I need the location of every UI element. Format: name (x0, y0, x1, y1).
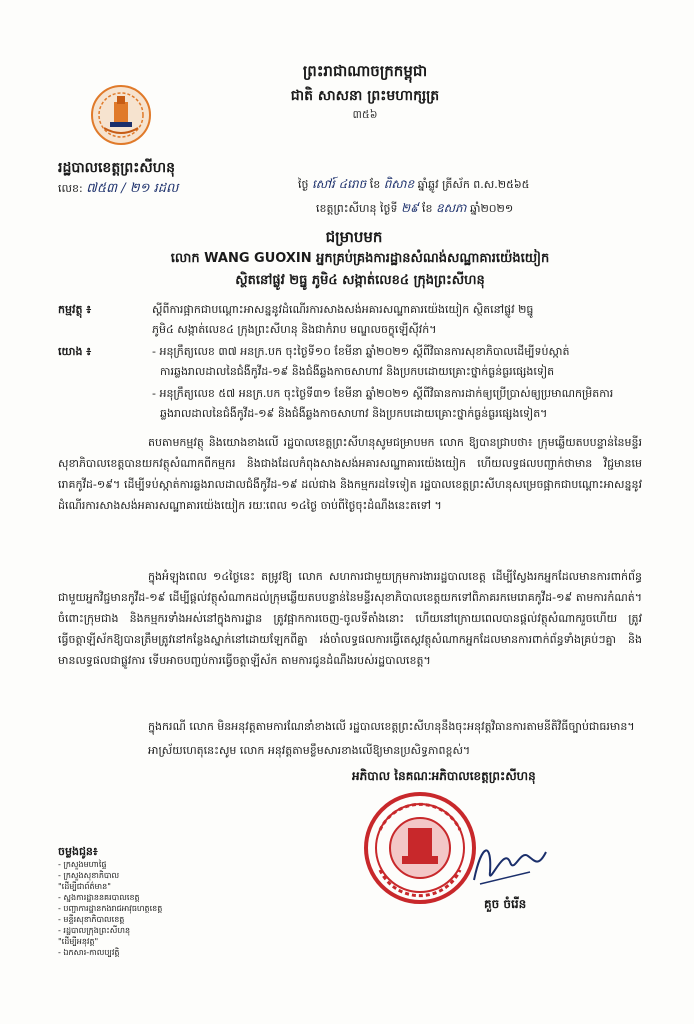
cc-item: - ក្រសួងសុខាភិបាល (58, 871, 120, 880)
body-paragraph-2: ក្នុងអំឡុងពេល ១៤ថ្ងៃនេះ តម្រូវឱ្យ លោក សហការជាមួយក្រុមការងាររដ្ឋបាលខេត្ត ដើម្បីស្វែងរកអ្នកដែលមានការពាក់ព័ន្ធជាមួយអ្នកវិជ្ជមានកូវីដ-១៩ ដើម្បីផ្តល់វត្ថុសំណាកដល់ក្រុមឆ្លើយតបបន្ទាន់នៃមន្ទីរសុខាភិបាលខេត្តយកទៅពិភាគរកមេរោគកូវីដ-១៩ តាមការកំណត់។ ចំពោះក្រុមជាង និងកម្មករទាំងអស់នៅក្នុងការដ្ឋាន ត្រូវផ្អាកការចេញ-ចូលទីតាំងនោះ ហើយនៅក្រោយពេលបានផ្តល់វត្ថុសំណាករួចហើយ ត្រូវធ្វើចត្តាឡីស័កឱ្យបានត្រឹមត្រូវនៅកន្លែងស្នាក់នៅដោយឡែកពីគ្នា រង់ចាំលទ្ធផលការធ្វើតេស្តវត្ថុសំណាកអ្នកដែលមានការពាក់ព័ន្ធទាំងគ្រប់ៗគ្នា និងមានលទ្ធផលជាផ្លូវការ ទើបអាចបញ្ចប់ការធ្វើចត្តាឡីស័ក តាមការជូនដំណឹងរបស់រដ្ឋបាលខេត្ត។ (58, 570, 642, 667)
reference-label: លេខ: (58, 182, 83, 195)
solar-month-value: ឧសភា (436, 201, 467, 215)
subject-text-line-1: ស្តីពីការផ្អាកជាបណ្តោះអាសន្ននូវដំណើរការសាងសង់អគារសណ្ឋាគារយ៉េងយៀក ស្ថិតនៅផ្លូវ ២ធ្នូ (152, 303, 534, 316)
solar-date-line (316, 200, 634, 218)
cc-item: - រដ្ឋបាលក្រុងព្រះសីហនុ (58, 926, 131, 935)
reference-1-line-2: ការឆ្លងរាលដាលនៃជំងឺកូវីដ-១៩ និងជំងឺឆ្លងកាចសាហាវ និងប្រកបដោយគ្រោះថ្នាក់ធ្ងន់ធ្ងរផ្សេងទៀត (160, 365, 555, 378)
solar-year: ឆ្នាំ២០២១ (469, 202, 514, 215)
reference-2-line-2: ឆ្លងរាលដាលនៃជំងឺកូវីដ-១៩ និងជំងឺឆ្លងកាចសាហាវ និងប្រកបដោយគ្រោះថ្នាក់ធ្ងន់ធ្ងរផ្សេងទៀត។ (160, 407, 548, 420)
cc-item: "ដើម្បីអនុវត្ត" (58, 937, 99, 946)
cc-item: "ដើម្បីជាព័ត៌មាន" (58, 882, 111, 891)
reference-1-line-1: - អនុក្រឹត្យលេខ ៣៧ អនក្រ.បក ចុះថ្ងៃទី១០ ខែមីនា ឆ្នាំ២០២១ ស្តីពីវិធានការសុខាភិបាលដើម្បីទប់ស្កាត់ (152, 345, 570, 358)
lunar-date-value: សៅរ៍ ៤រោច (311, 177, 367, 191)
cc-item: - ស្នងការដ្ឋាននគរបាលខេត្ត (58, 893, 140, 902)
references-label: យោង ៖ (58, 345, 92, 358)
lunar-month-value: ពិសាខ (383, 177, 415, 191)
lunar-date-rest: ឆ្នាំឆ្លូវ ត្រីស័ក ព.ស.២៥៦៥ (417, 178, 530, 191)
issuer-name: រដ្ឋបាលខេត្តព្រះសីហនុ (58, 160, 175, 176)
lunar-date-prefix: ថ្ងៃ (298, 178, 309, 191)
cc-item: - ឯកសារ-កាលប្បវត្តិ (58, 948, 120, 957)
signer-name: គួច ចំរើន (484, 897, 527, 911)
solar-day-value: ២៩ (400, 201, 419, 215)
addressee-line-2: ស្ថិតនៅផ្លូវ ២ធ្នូ ភូមិ៤ សង្កាត់លេខ៤ ក្រុងព្រះសីហនុ (235, 273, 485, 288)
reference-2-line-1: - អនុក្រឹត្យលេខ ៥៧ អនក្រ.បក ចុះថ្ងៃទី៣១ ខែមីនា ឆ្នាំ២០២១ ស្តីពីវិធានការដាក់ឲ្យប្រើប្រាស់ឲ្យប្រមាណកម្រិតការ (152, 387, 614, 400)
signatory-title: អភិបាល នៃគណៈអភិបាលខេត្តព្រះសីហនុ (352, 769, 536, 783)
official-seal-icon (360, 790, 480, 906)
reference-value: ៧៥៣ / ២១ រដល (86, 181, 179, 196)
body-paragraph-4: អាស្រ័យហេតុនេះសូម លោក អនុវត្តតាមខ្លឹមសារខាងលើឱ្យមានប្រសិទ្ធភាពខ្ពស់។ (148, 744, 471, 757)
kingdom-heading: ព្រះរាជាណាចក្រកម្ពុជា (302, 62, 428, 80)
header-ornament: ៣៥៦ (352, 108, 378, 121)
notice-title: ជម្រាបមក (325, 228, 383, 246)
addressee-line-1: លោក WANG GUOXIN អ្នកគ្រប់គ្រងការដ្ឋានសំណង់សណ្ឋាគារយ៉េងយៀក (170, 251, 550, 266)
national-motto: ជាតិ សាសនា ព្រះមហាក្សត្រ (290, 88, 440, 104)
carbon-copy-list (58, 846, 258, 958)
handwritten-signature-icon (470, 832, 550, 892)
lunar-date-line (298, 176, 634, 194)
solar-month-label: ខែ (422, 202, 433, 215)
reference-number (58, 180, 258, 199)
body-paragraph-1: តបតាមកម្មវត្ថុ និងយោងខាងលើ រដ្ឋបាលខេត្តព្រះសីហនុសូមជម្រាបមក លោក ឱ្យបានជ្រាបថា៖ ក្រុមឆ្លើយតបបន្ទាន់នៃមន្ទីរសុខាភិបាលខេត្តបានយកវត្ថុសំណាកពីកម្មករ និងជាងដែលកំពុងសាងសង់អគារសណ្ឋាគារយ៉េងយៀក ហើយលទ្ធផលបញ្ជាក់ថាមាន វិជ្ជមានមេរោគកូវីដ-១៩។ ដើម្បីទប់ស្កាត់ការឆ្លងរាលដាលជំងឺកូវីដ-១៩ ដល់ជាង និងកម្មករដទៃទៀត រដ្ឋបាលខេត្តព្រះសីហនុសម្រេចផ្អាកជាបណ្តោះអាសន្ននូវដំណើរការសាងសង់អគារសណ្ឋាគារយ៉េងយៀក រយៈពេល ១៤ថ្ងៃ ចាប់ពីថ្ងៃចុះដំណឹងនេះតទៅ ។ (58, 436, 642, 512)
body-paragraph-3: ក្នុងករណី លោក មិនអនុវត្តតាមការណែនាំខាងលើ រដ្ឋបាលខេត្តព្រះសីហនុនឹងចុះអនុវត្តវិធានការតាមនីតិវិធីច្បាប់ជាធរមាន។ (148, 720, 635, 733)
lunar-month-label: ខែ (369, 178, 381, 191)
cc-item: - ក្រសួងមហាផ្ទៃ (58, 860, 107, 869)
cc-title: ចម្លងជូន៖ (58, 845, 98, 858)
subject-text-line-2: ភូមិ៤ សង្កាត់លេខ៤ ក្រុងព្រះសីហនុ និងជាកំរាប មណ្ឌលចក្ខុឡើស៊ីវក់។ (152, 323, 437, 336)
cc-item: - បញ្ជាការដ្ឋានកងរាជអាវុធហត្ថខេត្ត (58, 904, 163, 913)
solar-date-prefix: ខេត្តព្រះសីហនុ ថ្ងៃទី (316, 202, 398, 215)
subject-label: កម្មវត្ថុ ៖ (58, 303, 92, 316)
provincial-logo-icon (90, 84, 152, 146)
cc-item: - មន្ទីរសុខាភិបាលខេត្ត (58, 915, 125, 924)
